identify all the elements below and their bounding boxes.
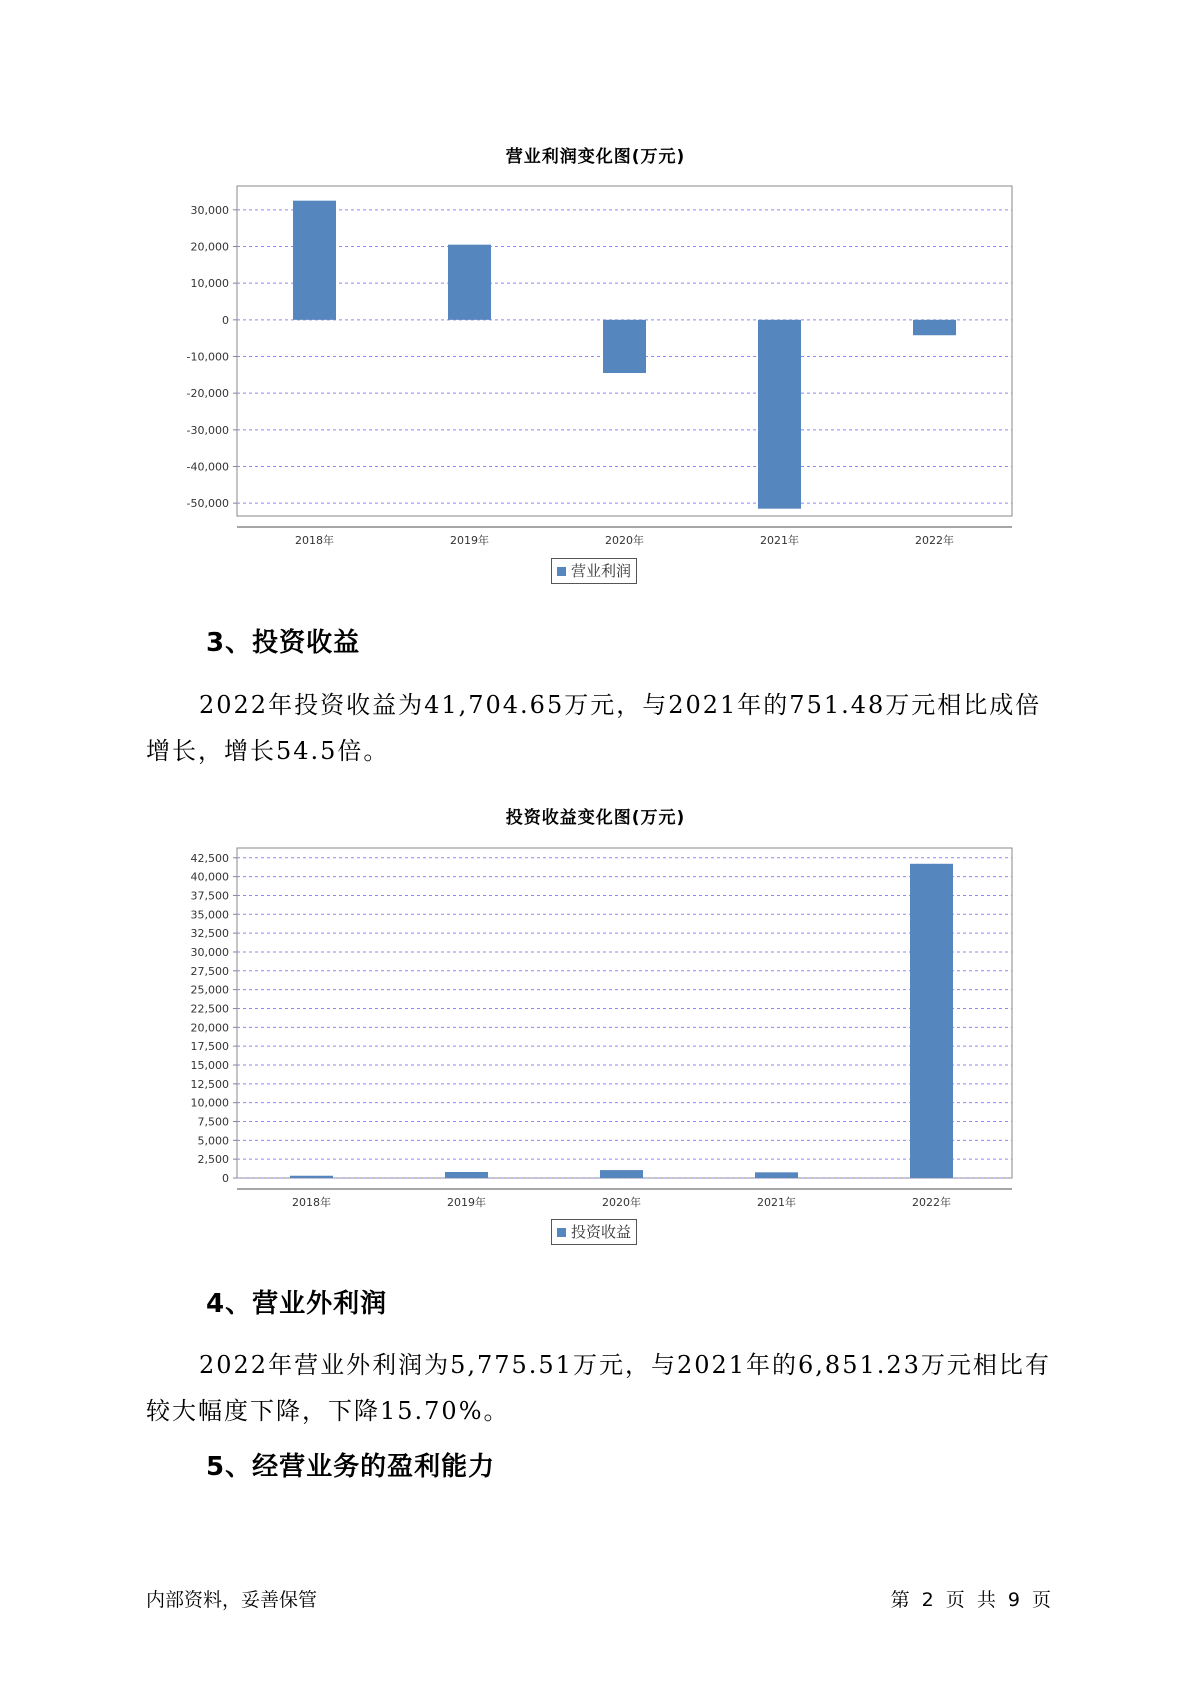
heading-investment-income: 3、投资收益 [206, 628, 361, 658]
bar [758, 320, 801, 509]
y-tick-label: -50,000 [186, 497, 229, 511]
y-tick-label: 15,000 [190, 1058, 229, 1072]
paragraph-non-operating-profit: 2022年营业外利润为5,775.51万元，与2021年的6,851.23万元相比有较大幅度下降，下降15.70%。 [146, 1351, 1051, 1425]
footer-confidential-note: 内部资料，妥善保管 [146, 1589, 318, 1611]
y-tick-label: 17,500 [190, 1040, 229, 1054]
x-tick-label: 2020年 [602, 1196, 641, 1209]
y-tick-label: 0 [222, 1172, 229, 1185]
x-tick-label: 2018年 [292, 1196, 331, 1209]
x-tick-label: 2022年 [915, 534, 954, 547]
y-tick-label: 25,000 [190, 983, 229, 997]
y-tick-label: 12,500 [190, 1077, 229, 1091]
y-tick-label: -40,000 [186, 460, 229, 474]
y-tick-label: 27,500 [190, 964, 229, 978]
bar [913, 320, 956, 335]
y-tick-label: 40,000 [190, 870, 229, 884]
y-tick-label: 0 [222, 313, 229, 327]
y-tick-label: 32,500 [190, 927, 229, 941]
bar [448, 245, 491, 320]
x-tick-label: 2019年 [450, 534, 489, 547]
legend-investment-income [551, 1219, 637, 1245]
legend-swatch [557, 1228, 566, 1237]
y-tick-label: -20,000 [186, 387, 229, 401]
y-tick-label: 20,000 [190, 1021, 229, 1035]
y-tick-label: 37,500 [190, 889, 229, 903]
y-tick-label: 10,000 [190, 1096, 229, 1110]
heading-non-operating-profit: 4、营业外利润 [206, 1289, 388, 1319]
legend-label: 营业利润 [571, 562, 632, 580]
y-tick-label: 10,000 [190, 277, 229, 291]
y-tick-label: 22,500 [190, 1002, 229, 1016]
bar [293, 201, 336, 320]
y-tick-label: 42,500 [190, 851, 229, 865]
paragraph-investment-income: 2022年投资收益为41,704.65万元，与2021年的751.48万元相比成倍增长，增长54.5倍。 [146, 691, 1042, 765]
y-tick-label: 35,000 [190, 908, 229, 922]
x-tick-label: 2018年 [295, 534, 334, 547]
y-tick-label: 7,500 [197, 1115, 229, 1129]
x-tick-label: 2021年 [757, 1196, 796, 1209]
x-tick-label: 2022年 [912, 1196, 951, 1209]
footer-page-number: 第 2 页 共 9 页 [890, 1589, 1051, 1611]
legend-label: 投资收益 [571, 1223, 632, 1241]
bar [603, 320, 646, 373]
y-tick-label: 5,000 [197, 1134, 229, 1148]
x-tick-label: 2020年 [605, 534, 644, 547]
chart-title-investment-income: 投资收益变化图(万元) [505, 808, 686, 828]
y-tick-label: -30,000 [186, 423, 229, 437]
x-tick-label: 2021年 [760, 534, 799, 547]
heading-operating-profitability: 5、经营业务的盈利能力 [206, 1452, 496, 1482]
legend-operating-profit [551, 558, 637, 584]
y-tick-label: 30,000 [190, 945, 229, 959]
legend-swatch [557, 567, 566, 576]
y-tick-label: 20,000 [190, 240, 229, 254]
y-tick-label: -10,000 [186, 350, 229, 364]
y-tick-label: 30,000 [190, 203, 229, 217]
x-tick-label: 2019年 [447, 1196, 486, 1209]
y-tick-label: 2,500 [197, 1153, 229, 1167]
chart-title-operating-profit: 营业利润变化图(万元) [505, 147, 686, 167]
